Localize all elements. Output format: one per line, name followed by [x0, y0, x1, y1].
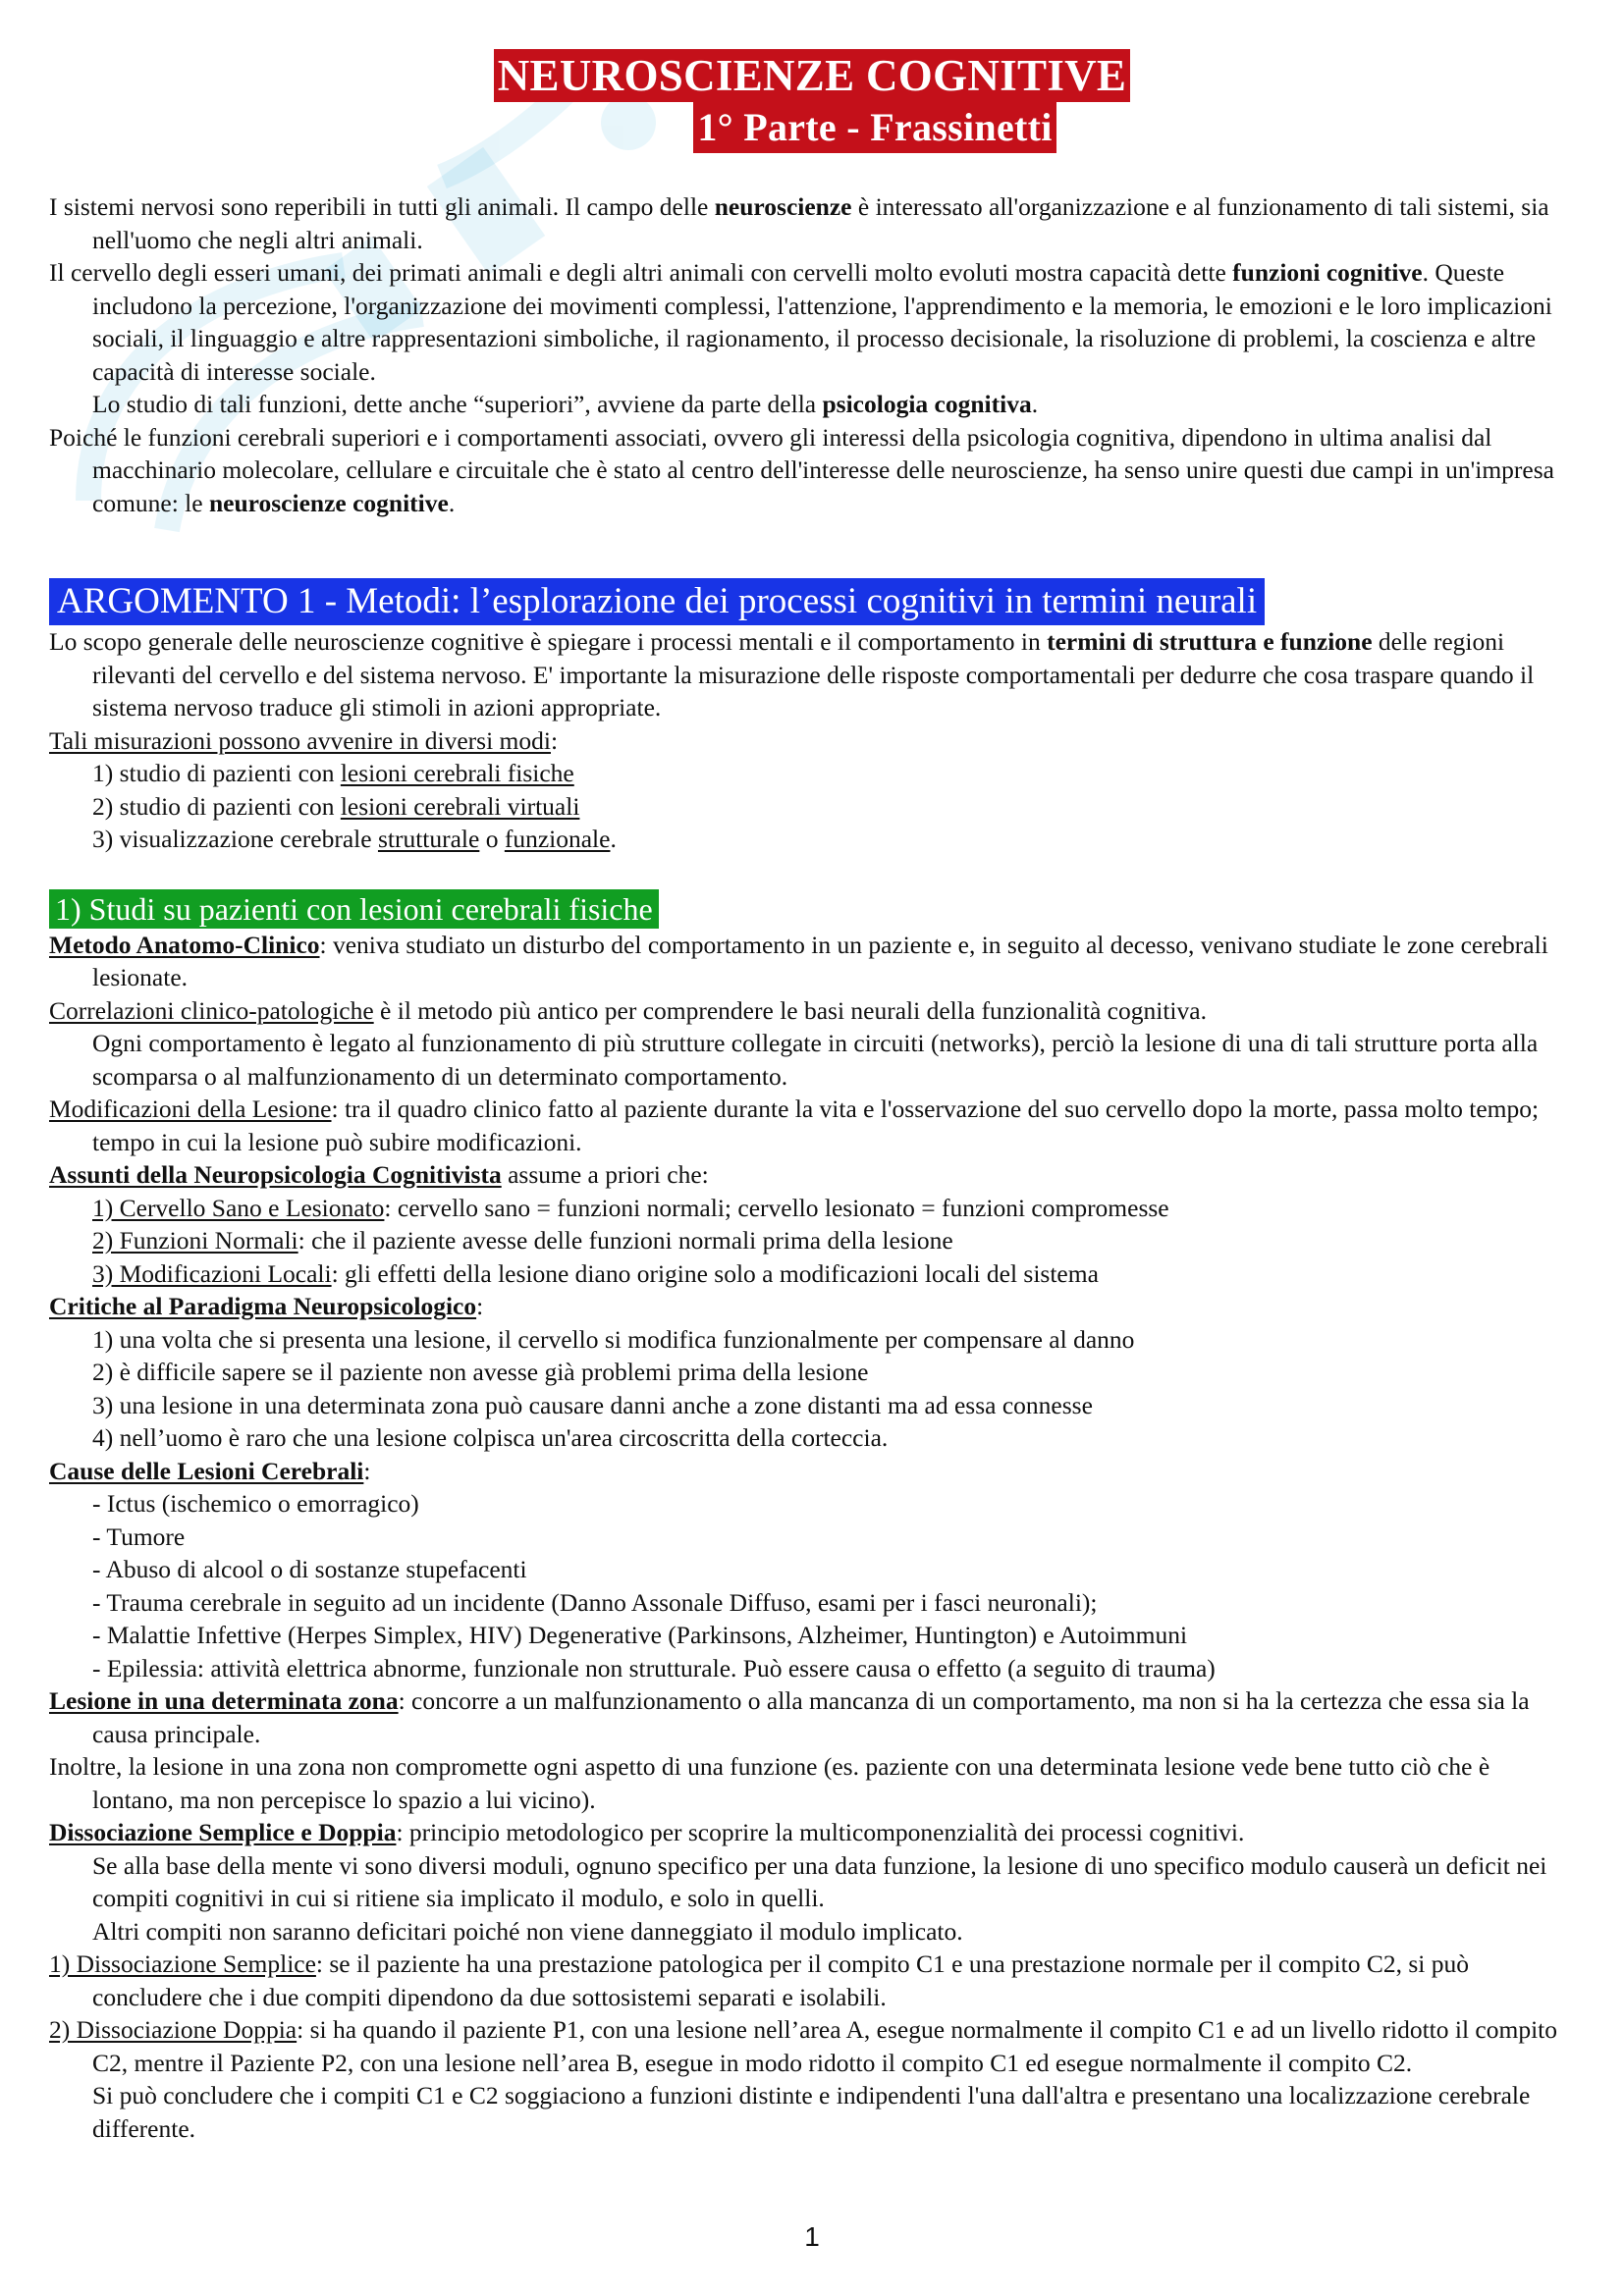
paragraph: [49, 2079, 1566, 2145]
term-label: 3) Modificazioni Locali: [92, 1258, 332, 1288]
list-item: [49, 1257, 1566, 1291]
paragraph: [49, 1290, 1566, 1323]
intro-paragraph: [49, 190, 1566, 256]
paragraph: [49, 1915, 1566, 1949]
text: Si può concludere che i compiti C1 e C2 soggiaciono a funzioni distinte e indipendenti l'una dall'altra e presentano una localizzazione cerebrale differente.: [92, 2081, 1531, 2143]
section-heading: [49, 578, 1566, 625]
list-item: [49, 757, 1566, 790]
intro-paragraph: [49, 421, 1566, 520]
text: .: [610, 825, 617, 853]
term-label: Lesione in una determinata zona: [49, 1686, 399, 1715]
text: Lo scopo generale delle neuroscienze cognitive è spiegare i processi mentali e il comportamento in: [49, 627, 1048, 656]
text: :: [550, 725, 559, 755]
subsection-heading-label: 1) Studi su pazienti con lesioni cerebrali fisiche: [49, 889, 659, 929]
document-title: [0, 49, 1624, 153]
text: Lo studio di tali funzioni, dette anche “superiori”, avviene da parte della: [92, 390, 823, 418]
paragraph: [49, 1158, 1566, 1192]
text: . Queste includono la percezione, l'organizzazione dei movimenti complessi, l'attenzione, l'apprendimento e la memoria, le emozioni e le loro implicazioni sociali, il linguaggio e altre rappresentazioni simboliche, il ragionamento, il processo decisionale, la risoluzione di problemi, la coscienza e altre capacità di interesse sociale.: [92, 258, 1552, 386]
paragraph: [49, 929, 1566, 994]
underlined-text: Tali misurazioni possono avvenire in diversi modi: [49, 725, 551, 755]
term-label: Correlazioni clinico-patologiche: [49, 995, 374, 1025]
intro-paragraph: [49, 388, 1566, 421]
text: Inoltre, la lesione in una zona non compromette ogni aspetto di una funzione (es. paziente con una determinata lesione vede bene tutto ciò che è lontano, ma non percepisce lo spazio a lui vicino).: [49, 1752, 1490, 1814]
paragraph: [49, 994, 1566, 1028]
keyword: neuroscienze: [714, 192, 852, 221]
text: : concorre a un malfunzionamento o alla mancanza di un comportamento, ma non si ha la certezza che essa sia la causa principale.: [92, 1686, 1530, 1748]
underlined-text: funzionale: [504, 825, 611, 853]
term-label: Dissociazione Semplice e Doppia: [49, 1818, 397, 1846]
text: assume a priori che:: [501, 1160, 709, 1189]
keyword: psicologia cognitiva: [822, 390, 1032, 418]
term-label: Assunti della Neuropsicologia Cognitivista: [49, 1160, 502, 1189]
keyword: neuroscienze cognitive: [208, 488, 449, 517]
list-item: [49, 1224, 1566, 1257]
keyword: termini di struttura e funzione: [1047, 627, 1373, 656]
term-label: Critiche al Paradigma Neuropsicologico: [49, 1292, 477, 1320]
subsection-heading: [49, 889, 1566, 929]
paragraph: [49, 1093, 1566, 1158]
section-paragraph: [49, 625, 1566, 724]
list-item: - Ictus (ischemico o emorragico): [92, 1489, 419, 1518]
section-heading-label: ARGOMENTO 1 - Metodi: l’esplorazione dei processi cognitivi in termini neurali: [49, 578, 1265, 625]
underlined-text: strutturale: [377, 825, 480, 853]
list-item: 3) una lesione in una determinata zona può causare danni anche a zone distanti ma ad essa connesse: [92, 1390, 1093, 1419]
text: :: [476, 1292, 484, 1320]
paragraph: [49, 1849, 1566, 1915]
text: : se il paziente ha una prestazione patologica per il compito C1 e una prestazione normale per il compito C2, si può concludere che i due compiti dipendono da due sottosistemi separati e isolabili.: [92, 1949, 1469, 2011]
list-item: 2) è difficile sapere se il paziente non avesse già problemi prima della lesione: [92, 1358, 869, 1386]
term-label: Metodo Anatomo-Clinico: [49, 930, 320, 959]
term-label: 1) Cervello Sano e Lesionato: [92, 1193, 385, 1222]
title-line-1: NEUROSCIENZE COGNITIVE: [494, 49, 1131, 102]
modi-intro: [49, 724, 1566, 758]
text: : gli effetti della lesione diano origine solo a modificazioni locali del sistema: [331, 1258, 1099, 1288]
text: delle regioni rilevanti del cervello e del sistema nervoso. E' importante la misurazione delle risposte comportamentali per dedurre che cosa traspare quando il sistema nervoso traduce gli stimoli in azioni appropriate.: [92, 627, 1535, 721]
text: Poiché le funzioni cerebrali superiori e i comportamenti associati, ovvero gli interessi della psicologia cognitiva, dipendono in ultima analisi dal macchinario molecolare, cellulare e circuitale che è stato al centro dell'interesse delle neuroscienze, ha senso unire questi due campi in un'impresa comune: le: [49, 422, 1554, 517]
text: Altri compiti non saranno deficitari poiché non viene danneggiato il modulo implicato.: [92, 1916, 963, 1946]
text: I sistemi nervosi sono reperibili in tutti gli animali. Il campo delle: [49, 192, 715, 221]
text: : principio metodologico per scoprire la multicomponenzialità dei processi cognitivi.: [396, 1818, 1245, 1846]
term-label: 1) Dissociazione Semplice: [49, 1949, 316, 1978]
text: è il metodo più antico per comprendere le basi neurali della funzionalità cognitiva.: [373, 995, 1207, 1025]
list-item: [49, 823, 1566, 856]
list-item: [49, 790, 1566, 824]
spacer: [49, 519, 1566, 578]
list-item: - Epilessia: attività elettrica abnorme, funzionale non strutturale. Può essere causa o effetto (a seguito di trauma): [92, 1653, 1216, 1682]
text: :: [363, 1456, 371, 1485]
text: Ogni comportamento è legato al funzionamento di più strutture collegate in circuiti (networks), perciò la lesione di una di tali strutture porta alla scomparsa o al malfunzionamento di un determinato comportamento.: [92, 1029, 1539, 1091]
list-item: 1) una volta che si presenta una lesione, il cervello si modifica funzionalmente per compensare al danno: [92, 1324, 1135, 1354]
list-item: - Malattie Infettive (Herpes Simplex, HIV) Degenerative (Parkinsons, Alzheimer, Huntington) e Autoimmuni: [92, 1621, 1188, 1649]
spacer: [49, 856, 1566, 889]
text: 1) studio di pazienti con: [92, 759, 341, 787]
text: Il cervello degli esseri umani, dei primati animali e degli altri animali con cervelli molto evoluti mostra capacità dette: [49, 258, 1233, 287]
text: .: [448, 488, 456, 517]
paragraph: [49, 2013, 1566, 2079]
list-item: [49, 1192, 1566, 1225]
text: o: [479, 825, 505, 853]
term-label: 2) Dissociazione Doppia: [49, 2015, 298, 2044]
term-label: 2) Funzioni Normali: [92, 1226, 298, 1255]
paragraph: [49, 1027, 1566, 1093]
term-label: Cause delle Lesioni Cerebrali: [49, 1456, 364, 1485]
list-item: - Tumore: [92, 1522, 186, 1551]
keyword: funzioni cognitive: [1232, 258, 1423, 287]
paragraph: [49, 1750, 1566, 1816]
document-body: [49, 190, 1566, 2145]
list-item: 4) nell’uomo è raro che una lesione colpisca un'area circoscritta della corteccia.: [92, 1423, 889, 1452]
title-line-2: 1° Parte - Frassinetti: [693, 102, 1056, 153]
intro-paragraph: [49, 256, 1566, 388]
text: : tra il quadro clinico fatto al paziente durante la vita e l'osservazione del suo cervello dopo la morte, passa molto tempo; tempo in cui la lesione può subire modificazioni.: [92, 1095, 1540, 1156]
paragraph: [49, 1816, 1566, 1849]
underlined-text: lesioni cerebrali virtuali: [340, 791, 580, 821]
text: : cervello sano = funzioni normali; cervello lesionato = funzioni compromesse: [384, 1193, 1169, 1222]
text: : che il paziente avesse delle funzioni normali prima della lesione: [298, 1226, 953, 1255]
paragraph: [49, 1948, 1566, 2013]
page-number: 1: [804, 2221, 820, 2252]
list-item: - Abuso di alcool o di sostanze stupefacenti: [92, 1555, 527, 1583]
paragraph: [49, 1684, 1566, 1750]
text: : veniva studiato un disturbo del comportamento in un paziente e, in seguito al decesso, venivano studiate le zone cerebrali lesionate.: [92, 930, 1548, 991]
text: 2) studio di pazienti con: [92, 791, 341, 821]
text: Se alla base della mente vi sono diversi moduli, ognuno specifico per una data funzione, la lesione di uno specifico modulo causerà un deficit nei compiti cognitivi in cui si ritiene sia implicato il modulo, e solo in quelli.: [92, 1850, 1547, 1912]
text: : si ha quando il paziente P1, con una lesione nell’area A, esegue normalmente il compito C1 e ad un livello ridotto il compito C2, mentre il Paziente P2, con una lesione nell’area B, esegue in modo ridotto il compito C1 ed esegue normalmente il compito C2.: [92, 2015, 1557, 2077]
paragraph: [49, 1455, 1566, 1488]
list-item: - Trauma cerebrale in seguito ad un incidente (Danno Assonale Diffuso, esami per i fasci neuronali);: [92, 1587, 1098, 1617]
text: .: [1031, 390, 1039, 418]
text: è interessato all'organizzazione e al funzionamento di tali sistemi, sia nell'uomo che negli altri animali.: [92, 192, 1549, 254]
text: 3) visualizzazione cerebrale: [92, 825, 378, 853]
term-label: Modificazioni della Lesione: [49, 1095, 332, 1123]
underlined-text: lesioni cerebrali fisiche: [340, 759, 574, 787]
